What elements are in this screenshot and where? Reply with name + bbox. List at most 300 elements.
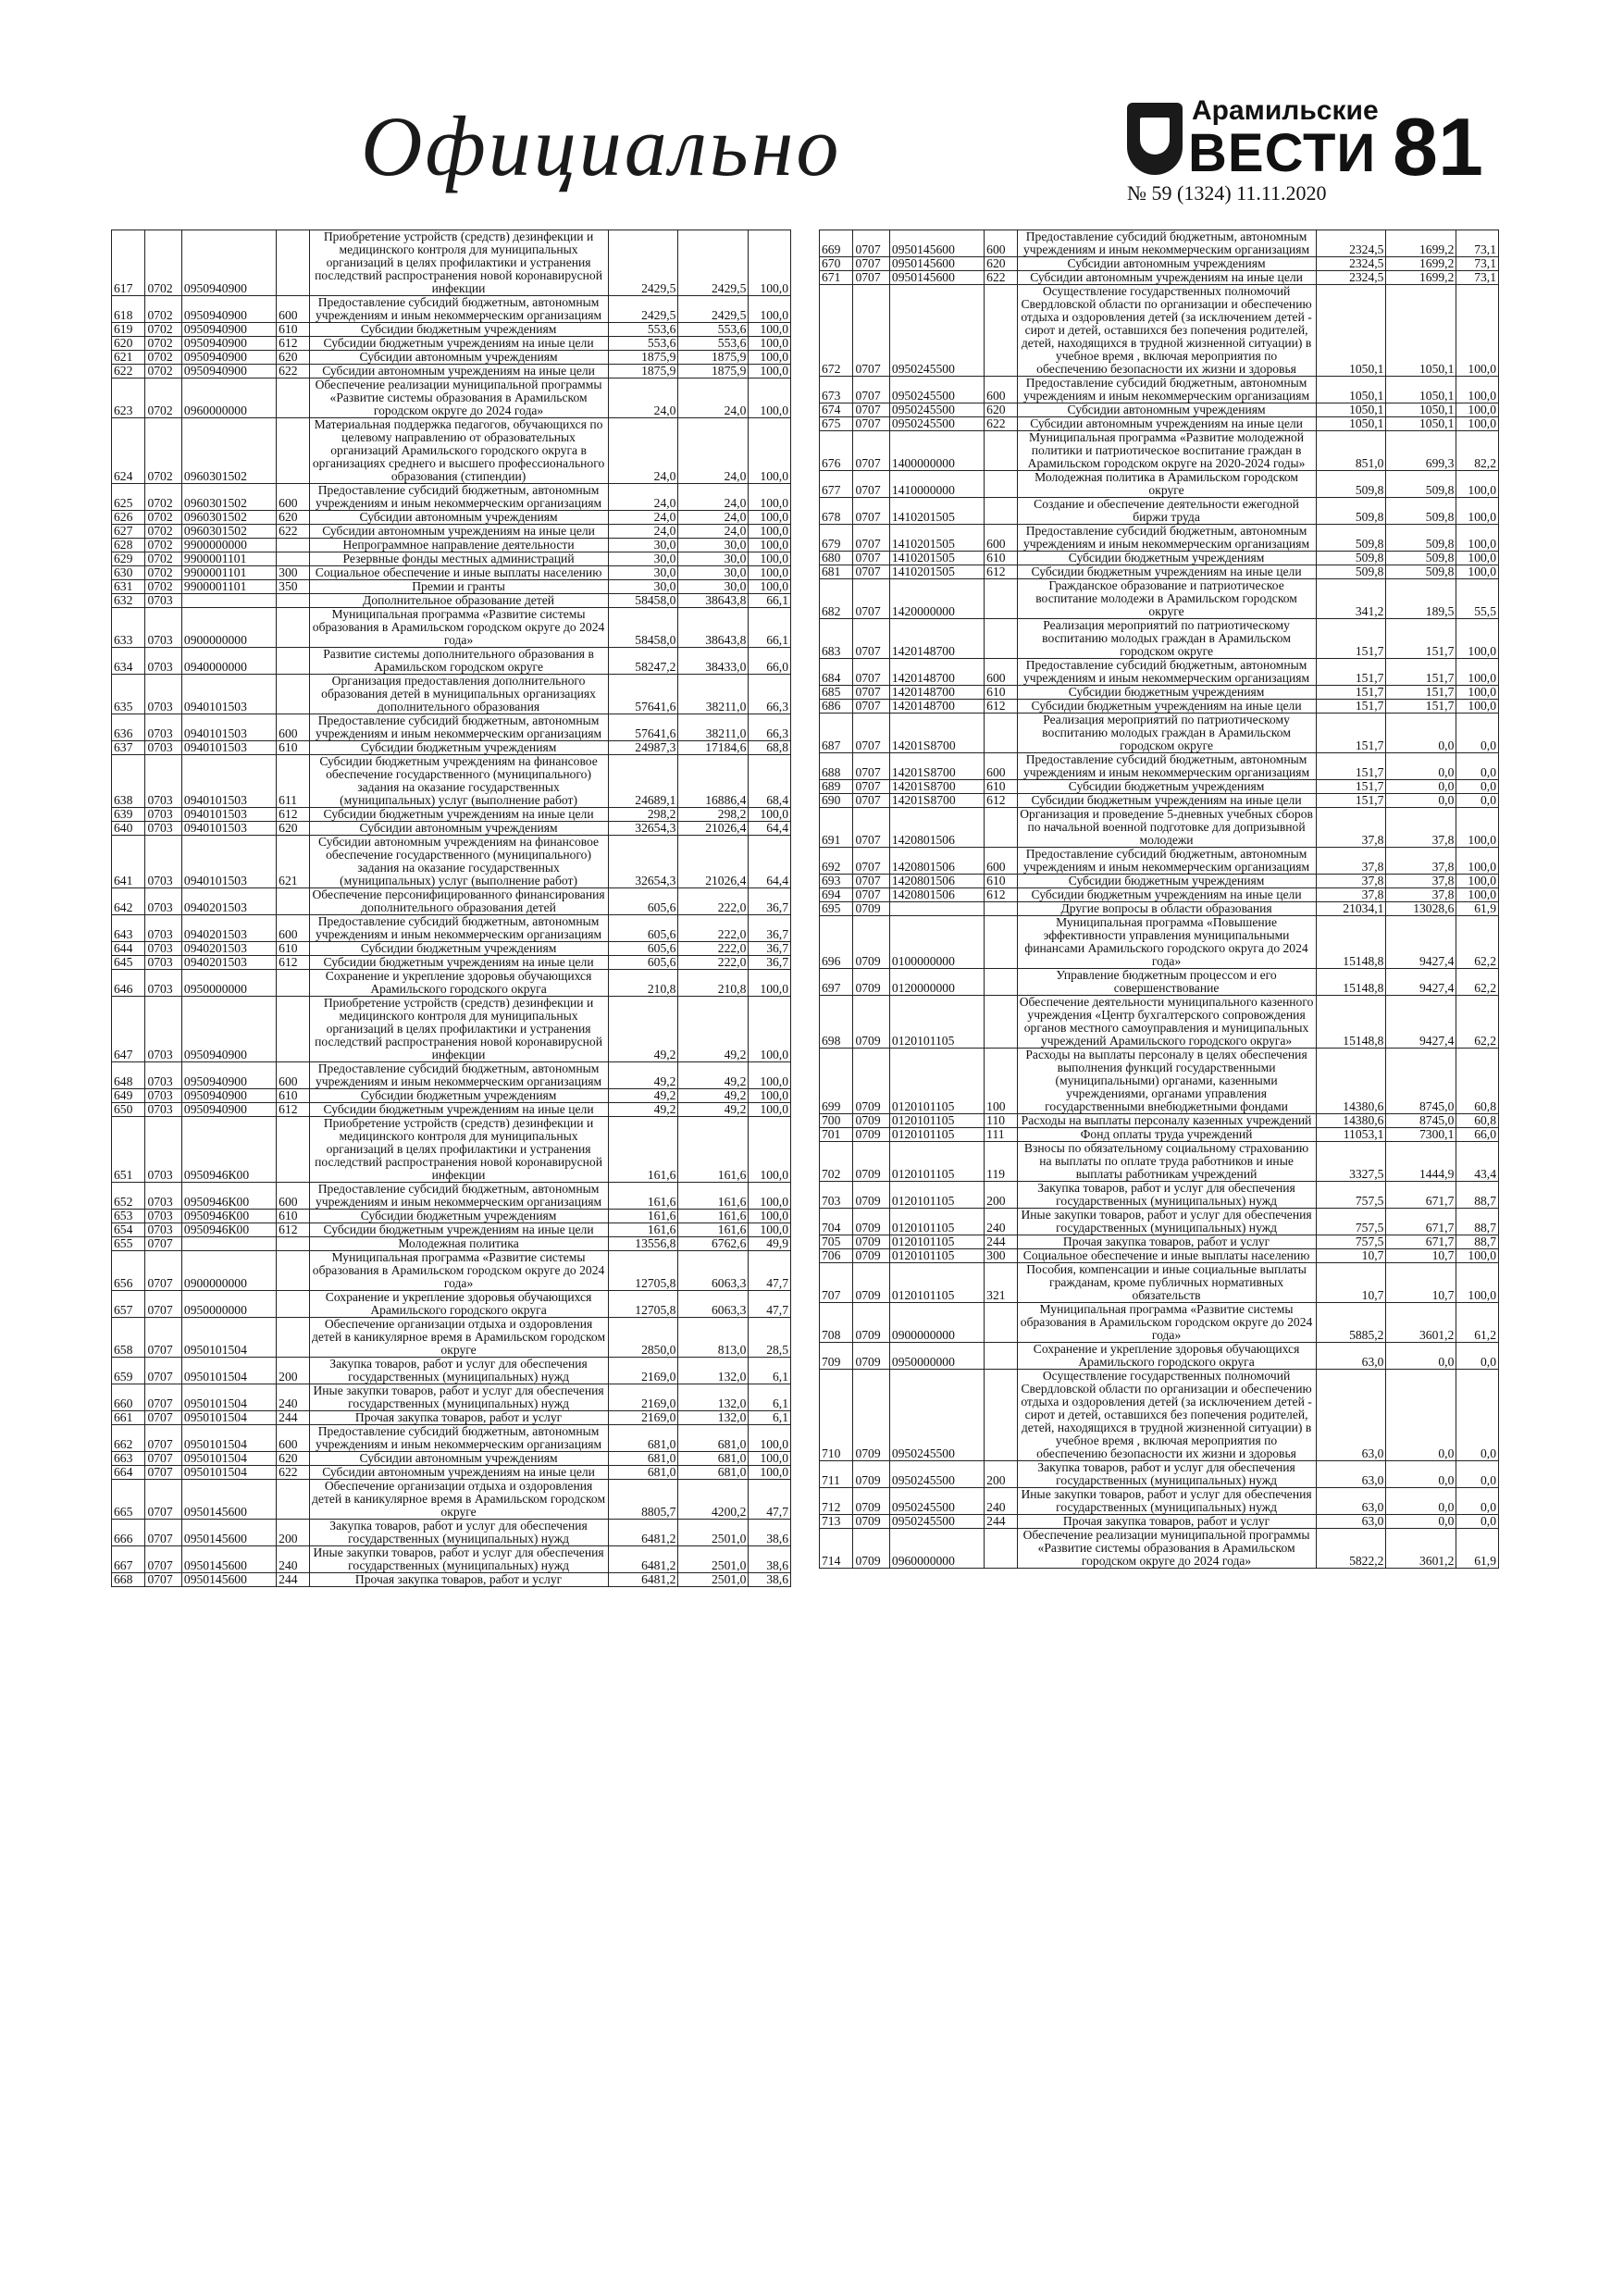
expense-type: 240	[277, 1546, 309, 1573]
table-row	[820, 271, 1499, 285]
expense-type	[985, 431, 1017, 471]
execution-percent: 47,7	[749, 1291, 791, 1318]
target-code: 0120101105	[889, 1049, 984, 1114]
expense-type	[277, 418, 309, 484]
row-description: Организация и проведение 5-дневных учебных сборов по начальной военной подготовке для допризывной молодежи	[1017, 808, 1316, 848]
row-description: Создание и обеспечение деятельности ежегодной биржи труда	[1017, 498, 1316, 525]
table-row	[820, 916, 1499, 969]
planned-amount: 605,6	[608, 942, 678, 956]
target-code: 0960301502	[181, 418, 276, 484]
planned-amount: 2324,5	[1316, 257, 1386, 271]
planned-amount: 58458,0	[608, 608, 678, 648]
row-description: Другие вопросы в области образования	[1017, 902, 1316, 916]
table-row	[112, 566, 791, 580]
execution-percent: 100,0	[1456, 498, 1499, 525]
row-number: 686	[820, 700, 853, 714]
row-description: Сохранение и укрепление здоровья обучающихся Арамильского городского округа	[1017, 1343, 1316, 1370]
execution-percent: 100,0	[749, 365, 791, 379]
section-code: 0709	[853, 1235, 889, 1249]
expense-type: 612	[985, 888, 1017, 902]
planned-amount: 757,5	[1316, 1209, 1386, 1235]
table-row	[820, 1182, 1499, 1209]
execution-percent: 100,0	[749, 1425, 791, 1452]
target-code: 0950946К00	[181, 1183, 276, 1210]
row-number: 688	[820, 753, 853, 780]
executed-amount: 132,0	[678, 1358, 749, 1384]
row-number: 687	[820, 714, 853, 753]
planned-amount: 13556,8	[608, 1237, 678, 1251]
execution-percent: 82,2	[1456, 431, 1499, 471]
target-code: 0940101503	[181, 755, 276, 808]
expense-type	[277, 230, 309, 296]
executed-amount: 0,0	[1386, 1488, 1456, 1515]
executed-amount: 17184,6	[678, 741, 749, 755]
planned-amount: 37,8	[1316, 888, 1386, 902]
row-description: Иные закупки товаров, работ и услуг для обеспечения государственных (муниципальных) нужд	[1017, 1209, 1316, 1235]
target-code: 0950946К00	[181, 1210, 276, 1223]
table-row	[820, 552, 1499, 565]
executed-amount: 30,0	[678, 566, 749, 580]
executed-amount: 681,0	[678, 1452, 749, 1466]
planned-amount: 553,6	[608, 323, 678, 337]
row-description: Расходы на выплаты персоналу в целях обеспечения выполнения функций государственными (муниципальными) органами, казенными учреждениями, органами управления государственными внебюджетными фондами	[1017, 1049, 1316, 1114]
execution-percent: 100,0	[749, 1117, 791, 1183]
execution-percent: 100,0	[1456, 700, 1499, 714]
row-description: Субсидии бюджетным учреждениям на иные цели	[309, 337, 608, 351]
row-number: 647	[112, 997, 145, 1062]
executed-amount: 10,7	[1386, 1249, 1456, 1263]
execution-percent: 36,7	[749, 888, 791, 915]
planned-amount: 24,0	[608, 525, 678, 539]
target-code: 0120101105	[889, 1235, 984, 1249]
section-code: 0707	[145, 1411, 181, 1425]
executed-amount: 681,0	[678, 1425, 749, 1452]
executed-amount: 2429,5	[678, 230, 749, 296]
row-description: Муниципальная программа «Развитие системы образования в Арамильском городском округе до 2024 года»	[1017, 1303, 1316, 1343]
expense-type: 612	[985, 700, 1017, 714]
section-code: 0707	[853, 659, 889, 686]
execution-percent: 61,2	[1456, 1303, 1499, 1343]
table-row	[820, 969, 1499, 996]
target-code: 14201S8700	[889, 714, 984, 753]
planned-amount: 2429,5	[608, 296, 678, 323]
target-code: 0950145600	[889, 230, 984, 257]
planned-amount: 57641,6	[608, 675, 678, 714]
table-row	[112, 942, 791, 956]
target-code: 0950940900	[181, 1062, 276, 1089]
table-row	[112, 1520, 791, 1546]
expense-type	[985, 498, 1017, 525]
planned-amount: 30,0	[608, 566, 678, 580]
expense-type: 600	[277, 296, 309, 323]
execution-percent: 61,9	[1456, 902, 1499, 916]
section-code: 0707	[853, 875, 889, 888]
expense-type: 200	[985, 1182, 1017, 1209]
execution-percent: 36,7	[749, 915, 791, 942]
row-number: 636	[112, 714, 145, 741]
target-code: 0950101504	[181, 1384, 276, 1411]
section-code: 0702	[145, 484, 181, 511]
target-code: 0950245500	[889, 403, 984, 417]
row-number: 632	[112, 594, 145, 608]
executed-amount: 2501,0	[678, 1546, 749, 1573]
section-code: 0707	[145, 1237, 181, 1251]
table-row	[112, 296, 791, 323]
execution-percent: 66,3	[749, 675, 791, 714]
execution-percent: 100,0	[749, 323, 791, 337]
section-code: 0707	[853, 808, 889, 848]
execution-percent: 60,8	[1456, 1114, 1499, 1128]
row-description: Субсидии бюджетным учреждениям	[309, 741, 608, 755]
executed-amount: 38643,8	[678, 608, 749, 648]
expense-type: 244	[277, 1573, 309, 1587]
planned-amount: 757,5	[1316, 1182, 1386, 1209]
expense-type	[985, 996, 1017, 1049]
target-code: 0950940900	[181, 337, 276, 351]
table-row	[112, 511, 791, 525]
expense-type	[985, 1343, 1017, 1370]
expense-type	[277, 648, 309, 675]
target-code: 0950145600	[889, 271, 984, 285]
expense-type: 610	[277, 942, 309, 956]
row-number: 642	[112, 888, 145, 915]
row-description: Гражданское образование и патриотическое воспитание молодежи в Арамильском городском округе	[1017, 579, 1316, 619]
executed-amount: 699,3	[1386, 431, 1456, 471]
section-code: 0707	[853, 257, 889, 271]
table-row	[112, 1411, 791, 1425]
execution-percent: 100,0	[749, 1210, 791, 1223]
newspaper-logo	[1127, 95, 1379, 183]
expense-type: 612	[277, 337, 309, 351]
page-header	[0, 0, 1623, 222]
row-description: Приобретение устройств (средств) дезинфекции и медицинского контроля для муниципальных организаций в целях профилактики и устранения последствий распространения новой коронавирусной инфекции	[309, 1117, 608, 1183]
expense-type: 240	[985, 1488, 1017, 1515]
target-code: 14201S8700	[889, 780, 984, 794]
row-description: Осуществление государственных полномочий Свердловской области по организации и обеспечению отдыха и оздоровления детей (за исключением детей - сирот и детей, оставшихся без попечения родителей, детей, находящихся в трудной жизненной ситуации) в учебное время , включая мероприятия по обеспечению безопасности их жизни и здоровья	[1017, 285, 1316, 377]
planned-amount: 161,6	[608, 1223, 678, 1237]
expense-type: 244	[985, 1235, 1017, 1249]
executed-amount: 6762,6	[678, 1237, 749, 1251]
execution-percent: 100,0	[749, 1223, 791, 1237]
table-row	[820, 714, 1499, 753]
target-code: 0120101105	[889, 1142, 984, 1182]
row-description: Субсидии автономным учреждениям	[309, 351, 608, 365]
target-code: 0950145600	[181, 1546, 276, 1573]
expense-type	[985, 1529, 1017, 1569]
planned-amount: 8805,7	[608, 1480, 678, 1520]
coat-of-arms-icon	[1127, 103, 1183, 175]
issue-info: № 59 (1324) 11.11.2020	[1127, 181, 1327, 205]
expense-type	[277, 552, 309, 566]
target-code: 0900000000	[181, 608, 276, 648]
execution-percent: 66,3	[749, 714, 791, 741]
section-code: 0703	[145, 608, 181, 648]
expense-type: 110	[985, 1114, 1017, 1128]
execution-percent: 0,0	[1456, 1515, 1499, 1529]
executed-amount: 9427,4	[1386, 996, 1456, 1049]
planned-amount: 298,2	[608, 808, 678, 822]
expense-type: 240	[277, 1384, 309, 1411]
executed-amount: 7300,1	[1386, 1128, 1456, 1142]
row-description: Субсидии автономным учреждениям	[309, 511, 608, 525]
target-code: 1410201505	[889, 525, 984, 552]
target-code: 14201S8700	[889, 794, 984, 808]
row-description: Предоставление субсидий бюджетным, автономным учреждениям и иным некоммерческим организациям	[1017, 659, 1316, 686]
table-row	[112, 1183, 791, 1210]
section-code: 0703	[145, 836, 181, 888]
target-code: 0950000000	[181, 1291, 276, 1318]
target-code: 0950000000	[889, 1343, 984, 1370]
executed-amount: 16886,4	[678, 755, 749, 808]
section-code: 0703	[145, 915, 181, 942]
expense-type	[277, 1318, 309, 1358]
executed-amount: 189,5	[1386, 579, 1456, 619]
target-code: 0940101503	[181, 836, 276, 888]
planned-amount: 151,7	[1316, 780, 1386, 794]
expense-type: 612	[985, 794, 1017, 808]
expense-type	[985, 471, 1017, 498]
row-description: Прочая закупка товаров, работ и услуг	[309, 1411, 608, 1425]
expense-type: 600	[985, 525, 1017, 552]
planned-amount: 24987,3	[608, 741, 678, 755]
target-code: 0950245500	[889, 1488, 984, 1515]
executed-amount: 24,0	[678, 484, 749, 511]
target-code: 0940101503	[181, 675, 276, 714]
row-number: 697	[820, 969, 853, 996]
execution-percent: 64,4	[749, 822, 791, 836]
execution-percent: 6,1	[749, 1384, 791, 1411]
table-row	[112, 594, 791, 608]
execution-percent: 64,4	[749, 836, 791, 888]
execution-percent: 0,0	[1456, 753, 1499, 780]
execution-percent: 100,0	[1456, 403, 1499, 417]
planned-amount: 851,0	[1316, 431, 1386, 471]
table-row	[820, 1142, 1499, 1182]
target-code: 0960000000	[889, 1529, 984, 1569]
section-code: 0709	[853, 1370, 889, 1461]
section-code: 0707	[853, 753, 889, 780]
target-code: 1410201505	[889, 552, 984, 565]
row-number: 660	[112, 1384, 145, 1411]
section-code: 0709	[853, 1114, 889, 1128]
row-description: Субсидии автономным учреждениям на иные цели	[309, 365, 608, 379]
planned-amount: 15148,8	[1316, 969, 1386, 996]
section-code: 0709	[853, 969, 889, 996]
execution-percent: 100,0	[1456, 525, 1499, 552]
planned-amount: 30,0	[608, 552, 678, 566]
planned-amount: 15148,8	[1316, 996, 1386, 1049]
expense-type	[277, 997, 309, 1062]
row-description: Премии и гранты	[309, 580, 608, 594]
executed-amount: 0,0	[1386, 1343, 1456, 1370]
row-number: 658	[112, 1318, 145, 1358]
execution-percent: 100,0	[749, 552, 791, 566]
section-code: 0709	[853, 1488, 889, 1515]
row-description: Расходы на выплаты персоналу казенных учреждений	[1017, 1114, 1316, 1128]
expense-type	[985, 969, 1017, 996]
execution-percent: 100,0	[749, 1466, 791, 1480]
planned-amount: 12705,8	[608, 1291, 678, 1318]
expense-type: 600	[985, 377, 1017, 403]
left-column	[111, 230, 791, 1587]
row-number: 631	[112, 580, 145, 594]
expense-type: 612	[277, 1103, 309, 1117]
table-row	[820, 230, 1499, 257]
planned-amount: 1875,9	[608, 365, 678, 379]
executed-amount: 37,8	[1386, 875, 1456, 888]
row-number: 678	[820, 498, 853, 525]
target-code: 0940101503	[181, 808, 276, 822]
section-code: 0702	[145, 552, 181, 566]
table-row	[112, 956, 791, 970]
target-code: 14201S8700	[889, 753, 984, 780]
execution-percent: 100,0	[1456, 471, 1499, 498]
execution-percent: 100,0	[1456, 565, 1499, 579]
expense-type: 600	[277, 1062, 309, 1089]
planned-amount: 151,7	[1316, 659, 1386, 686]
executed-amount: 13028,6	[1386, 902, 1456, 916]
section-code: 0707	[853, 565, 889, 579]
row-number: 621	[112, 351, 145, 365]
table-row	[820, 431, 1499, 471]
planned-amount: 509,8	[1316, 471, 1386, 498]
target-code: 0960301502	[181, 511, 276, 525]
row-number: 657	[112, 1291, 145, 1318]
row-description: Субсидии автономным учреждениям	[1017, 257, 1316, 271]
target-code: 1420801506	[889, 848, 984, 875]
planned-amount: 509,8	[1316, 525, 1386, 552]
execution-percent: 100,0	[1456, 659, 1499, 686]
row-description: Субсидии бюджетным учреждениям на иные цели	[1017, 700, 1316, 714]
expense-type: 600	[985, 753, 1017, 780]
planned-amount: 1050,1	[1316, 285, 1386, 377]
planned-amount: 1875,9	[608, 351, 678, 365]
row-number: 668	[112, 1573, 145, 1587]
execution-percent: 100,0	[749, 511, 791, 525]
target-code: 0950101504	[181, 1425, 276, 1452]
table-row	[112, 822, 791, 836]
planned-amount: 24689,1	[608, 755, 678, 808]
expense-type: 111	[985, 1128, 1017, 1142]
row-number: 651	[112, 1117, 145, 1183]
row-description: Закупка товаров, работ и услуг для обеспечения государственных (муниципальных) нужд	[1017, 1461, 1316, 1488]
table-row	[820, 753, 1499, 780]
planned-amount: 2169,0	[608, 1358, 678, 1384]
expense-type	[277, 379, 309, 418]
row-description: Приобретение устройств (средств) дезинфекции и медицинского контроля для муниципальных организаций в целях профилактики и устранения последствий распространения новой коронавирусной инфекции	[309, 997, 608, 1062]
section-code: 0703	[145, 1117, 181, 1183]
expense-type	[277, 970, 309, 997]
execution-percent: 73,1	[1456, 257, 1499, 271]
table-row	[820, 377, 1499, 403]
row-description: Предоставление субсидий бюджетным, автономным учреждениям и иным некоммерческим организациям	[309, 484, 608, 511]
execution-percent: 100,0	[749, 337, 791, 351]
row-description: Субсидии бюджетным учреждениям на иные цели	[309, 1223, 608, 1237]
row-description: Иные закупки товаров, работ и услуг для обеспечения государственных (муниципальных) нужд	[309, 1384, 608, 1411]
executed-amount: 24,0	[678, 418, 749, 484]
executed-amount: 222,0	[678, 888, 749, 915]
row-number: 711	[820, 1461, 853, 1488]
target-code: 0950245500	[889, 1515, 984, 1529]
row-number: 628	[112, 539, 145, 552]
execution-percent: 68,8	[749, 741, 791, 755]
target-code: 1410201505	[889, 498, 984, 525]
section-code: 0702	[145, 365, 181, 379]
expense-type	[985, 916, 1017, 969]
expense-type	[277, 594, 309, 608]
table-row	[820, 686, 1499, 700]
section-code: 0702	[145, 351, 181, 365]
executed-amount: 24,0	[678, 379, 749, 418]
executed-amount: 1050,1	[1386, 403, 1456, 417]
row-number: 696	[820, 916, 853, 969]
executed-amount: 0,0	[1386, 794, 1456, 808]
row-description: Фонд оплаты труда учреждений	[1017, 1128, 1316, 1142]
row-number: 684	[820, 659, 853, 686]
table-row	[112, 1251, 791, 1291]
row-number: 623	[112, 379, 145, 418]
logo-line2: ВЕСТИ	[1188, 123, 1377, 183]
row-description: Субсидии бюджетным учреждениям	[1017, 875, 1316, 888]
target-code: 0940201503	[181, 956, 276, 970]
executed-amount: 509,8	[1386, 525, 1456, 552]
section-code: 0707	[853, 780, 889, 794]
row-description: Муниципальная программа «Развитие молодежной политики и патриотическое воспитание граждан в Арамильском городском округе на 2020-2024 годы»	[1017, 431, 1316, 471]
row-number: 714	[820, 1529, 853, 1569]
row-number: 708	[820, 1303, 853, 1343]
executed-amount: 8745,0	[1386, 1114, 1456, 1128]
executed-amount: 210,8	[678, 970, 749, 997]
expense-type: 610	[985, 875, 1017, 888]
executed-amount: 3601,2	[1386, 1529, 1456, 1569]
table-row	[112, 1089, 791, 1103]
table-row	[820, 1249, 1499, 1263]
execution-percent: 100,0	[749, 1452, 791, 1466]
target-code: 1420148700	[889, 659, 984, 686]
row-description: Муниципальная программа «Повышение эффективности управления муниципальными финансами Арамильского городского округа до 2024 года»	[1017, 916, 1316, 969]
table-row	[112, 888, 791, 915]
row-number: 649	[112, 1089, 145, 1103]
execution-percent: 88,7	[1456, 1182, 1499, 1209]
target-code: 0120101105	[889, 1182, 984, 1209]
execution-percent: 38,6	[749, 1546, 791, 1573]
target-code: 0950940900	[181, 1089, 276, 1103]
row-description: Прочая закупка товаров, работ и услуг	[1017, 1515, 1316, 1529]
section-code: 0702	[145, 539, 181, 552]
row-description: Обеспечение реализации муниципальной программы «Развитие системы образования в Арамильском городском округе до 2024 года»	[309, 379, 608, 418]
row-description: Предоставление субсидий бюджетным, автономным учреждениям и иным некоммерческим организациям	[309, 915, 608, 942]
execution-percent: 66,1	[749, 594, 791, 608]
table-row	[112, 365, 791, 379]
table-row	[820, 1263, 1499, 1303]
row-number: 703	[820, 1182, 853, 1209]
row-description: Молодежная политика в Арамильском городском округе	[1017, 471, 1316, 498]
table-row	[112, 675, 791, 714]
row-number: 633	[112, 608, 145, 648]
target-code: 0950145600	[181, 1480, 276, 1520]
table-row	[820, 1488, 1499, 1515]
table-row	[112, 997, 791, 1062]
row-description: Социальное обеспечение и иные выплаты населению	[1017, 1249, 1316, 1263]
row-number: 683	[820, 619, 853, 659]
expense-type: 600	[985, 659, 1017, 686]
row-number: 626	[112, 511, 145, 525]
planned-amount: 605,6	[608, 888, 678, 915]
section-code: 0707	[853, 403, 889, 417]
planned-amount: 2429,5	[608, 230, 678, 296]
section-code: 0709	[853, 1249, 889, 1263]
row-number: 669	[820, 230, 853, 257]
